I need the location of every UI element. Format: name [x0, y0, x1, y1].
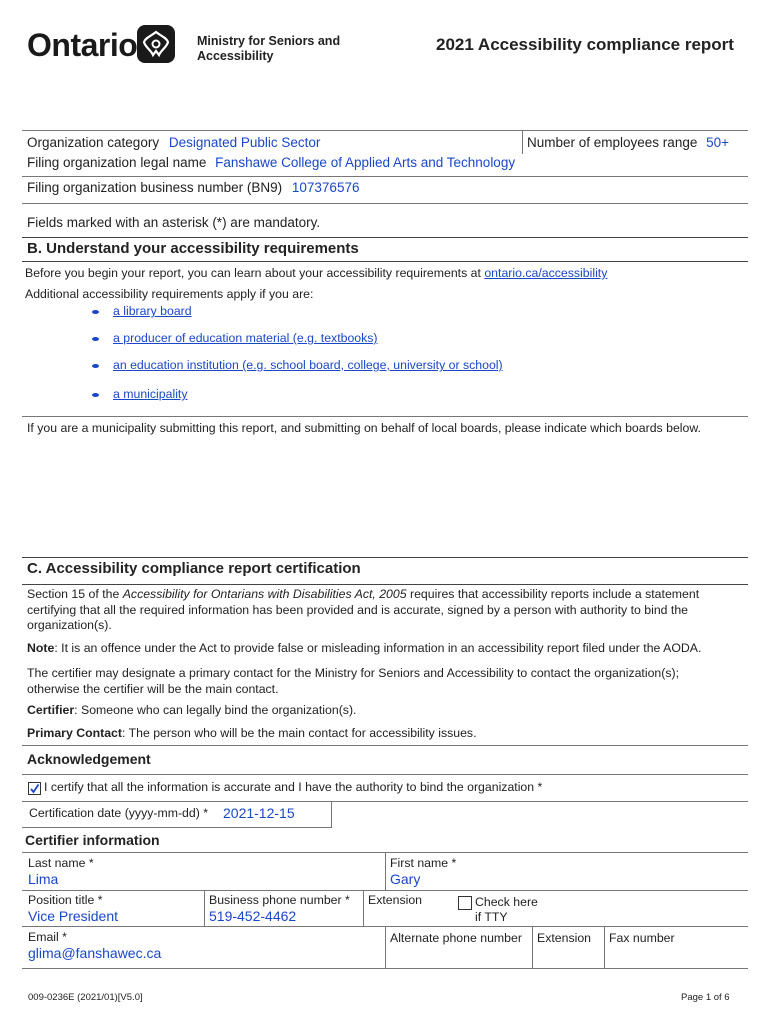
extension-label: Extension [368, 893, 423, 907]
form-id: 009-0236E (2021/01)[V5.0] [28, 992, 143, 1003]
tty-checkbox[interactable] [458, 896, 472, 910]
municipality-link[interactable]: a municipality [113, 387, 188, 401]
certifier-info-title: Certifier information [25, 832, 160, 848]
education-institution-link[interactable]: an education institution (e.g. school board, college, university or school) [113, 358, 503, 372]
additional-requirements: Additional accessibility requirements apply if you are: [25, 287, 314, 301]
page-number: Page 1 of 6 [681, 992, 730, 1003]
p1-line2: certifying that all the required information has been provided and is accurate, signed by a person with authority to bind the [27, 602, 689, 617]
ontario-trillium-icon [137, 25, 175, 63]
ontario-logo-text: Ontario [27, 27, 138, 63]
bullet-icon [92, 364, 99, 368]
certifier-definition [27, 703, 356, 717]
intro-text: Before you begin your report, you can learn about your accessibility requirements at [25, 266, 481, 280]
position-title-input[interactable]: Vice President [28, 908, 119, 924]
fax-number-input[interactable] [609, 946, 744, 964]
legal-name-value[interactable]: Fanshawe College of Applied Arts and Technology [215, 155, 516, 170]
p3-line1: The certifier may designate a primary contact for the Ministry for Seniors and Accessibility to contact the organization(s); [27, 666, 680, 680]
note-label: Note [27, 641, 55, 655]
certifier-label: Certifier [27, 703, 75, 717]
primary-contact-label: Primary Contact [27, 726, 122, 740]
bn-value[interactable]: 107376576 [291, 180, 360, 195]
legal-name-row [27, 155, 515, 170]
extension2-label: Extension [537, 931, 592, 945]
ministry-name: Ministry for Seniors and Accessibility [197, 34, 341, 63]
report-title: 2021 Accessibility compliance report [436, 35, 734, 54]
library-board-link[interactable]: a library board [113, 304, 192, 318]
p1-text-a: Section 15 of the [27, 587, 120, 601]
primary-contact-definition [27, 726, 477, 740]
first-name-input[interactable]: Gary [390, 871, 421, 887]
check-icon [29, 783, 40, 794]
alternate-phone-label: Alternate phone number [390, 931, 522, 945]
last-name-input[interactable]: Lima [28, 871, 59, 887]
tty-label [475, 895, 538, 925]
accessibility-link[interactable]: ontario.ca/accessibility [484, 266, 608, 280]
tty-label-line2: if TTY [475, 910, 508, 924]
section-c-title: C. Accessibility compliance report certification [27, 560, 361, 577]
mandatory-note: Fields marked with an asterisk (*) are mandatory. [27, 215, 321, 230]
position-title-label: Position title * [28, 893, 103, 907]
acknowledgement-title: Acknowledgement [27, 751, 151, 767]
section-b-title: B. Understand your accessibility requirements [27, 240, 359, 257]
first-name-label: First name * [390, 856, 457, 870]
p3-line2: otherwise the certifier will be the main contact. [27, 682, 279, 696]
section-15-paragraph [27, 587, 747, 634]
bn-label: Filing organization business number (BN9) [27, 180, 283, 195]
last-name-label: Last name * [28, 856, 94, 870]
bullet-icon [92, 337, 99, 341]
primary-contact-paragraph [27, 665, 679, 697]
email-label: Email * [28, 930, 67, 944]
certification-date-label: Certification date (yyyy-mm-dd) * [29, 806, 209, 820]
bn-row [27, 180, 359, 195]
email-input[interactable]: glima@fanshawec.ca [28, 945, 162, 961]
org-category-label: Organization category [27, 135, 160, 150]
business-phone-label: Business phone number * [209, 893, 350, 907]
p1-text-b: requires that accessibility reports include a statement [410, 587, 700, 601]
primary-contact-text: : The person who will be the main contact for accessibility issues. [122, 726, 477, 740]
certify-text: I certify that all the information is accurate and I have the authority to bind the organization * [44, 780, 543, 794]
note-text: : It is an offence under the Act to provide false or misleading information in an accessibility report filed under the AODA. [54, 641, 702, 655]
employees-label: Number of employees range [527, 135, 698, 150]
certify-checkbox[interactable] [28, 782, 41, 795]
org-category-row [27, 135, 320, 150]
legal-name-label: Filing organization legal name [27, 155, 207, 170]
bullet-icon [92, 310, 99, 314]
org-category-value[interactable]: Designated Public Sector [168, 135, 321, 150]
extension-input[interactable] [368, 908, 453, 924]
bullet-icon [92, 393, 99, 397]
aoda-title: Accessibility for Ontarians with Disabilities Act, 2005 [122, 587, 407, 601]
tty-label-line1: Check here [475, 895, 538, 909]
employees-row [527, 135, 729, 150]
employees-value[interactable]: 50+ [706, 135, 730, 150]
alternate-phone-input[interactable] [390, 946, 530, 964]
municipality-note: If you are a municipality submitting this report, and submitting on behalf of local boards, please indicate which boards below. [27, 421, 701, 435]
fax-number-label: Fax number [609, 931, 675, 945]
extension2-input[interactable] [537, 946, 601, 964]
certifier-text: : Someone who can legally bind the organization(s). [74, 703, 357, 717]
p1-line3: organization(s). [27, 618, 112, 632]
education-material-link[interactable]: a producer of education material (e.g. textbooks) [113, 331, 378, 345]
certification-date-value[interactable]: 2021-12-15 [223, 805, 295, 821]
section-b-intro [25, 266, 607, 280]
business-phone-input[interactable]: 519-452-4462 [209, 908, 297, 924]
note-paragraph [27, 641, 701, 655]
local-boards-textarea[interactable] [27, 438, 748, 548]
